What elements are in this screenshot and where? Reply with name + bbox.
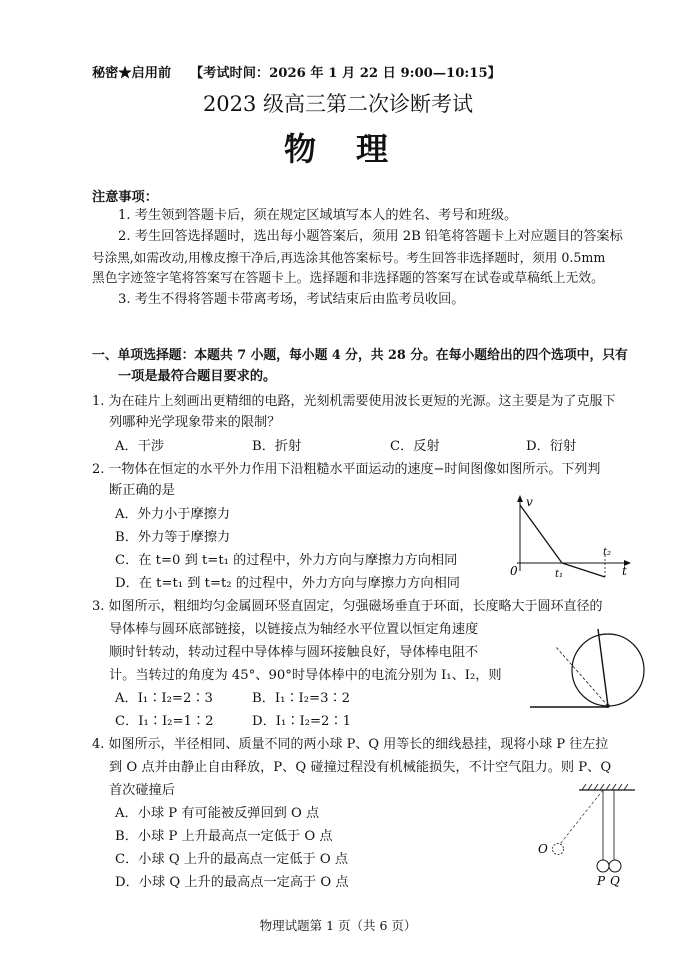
q2-option-d: D．在 t=t₁ 到 t=t₂ 的过程中，外力方向与摩擦力方向相同 [115,576,460,591]
notice-line-2: 2. 考生回答选择题时，选出每小题答案后，须用 2B 铅笔将答题卡上对应题目的答案标 [118,229,623,244]
q1-stem-1: 1. 为在硅片上刻画出更精细的电路，光刻机需要使用波长更短的光源。这主要是为了克服下 [92,394,616,409]
q2-option-c: C．在 t=0 到 t=t₁ 的过程中，外力方向与摩擦力方向相同 [115,553,458,568]
q3-stem-4: 计。当转过的角度为 45°、90°时导体棒中的电流分别为 I₁、I₂，则 [109,668,502,683]
q1-option-a: A．干涉 [115,439,165,454]
p-label: P [597,874,606,888]
subject-title: 物 理 [283,130,392,168]
string-o [560,790,603,844]
v-axis-arrow [517,495,523,502]
q4-option-c: C．小球 Q 上升的最高点一定低于 O 点 [115,852,349,867]
ball-q [609,860,621,872]
q1-option-c: C．反射 [390,439,440,454]
notice-line-1: 1. 考生领到答题卡后，须在规定区域填写本人的姓名、考号和班级。 [118,208,518,223]
q4-stem-1: 4. 如图所示，半径相同、质量不同的两小球 P、Q 用等长的细线悬挂，现将小球 P 往左拉 [92,737,609,752]
conductor-rod [598,629,608,706]
q1-stem-2: 列哪种光学现象带来的限制？ [109,415,281,430]
secret-label: 秘密★启用前 [92,66,172,81]
q-label: Q [610,874,620,888]
q2-stem-2: 断正确的是 [109,483,175,498]
rod-45 [556,647,608,706]
q2-stem-1: 2. 一物体在恒定的水平外力作用下沿粗糙水平面运动的速度−时间图像如图所示。下列判 [92,462,601,477]
q3-stem-1: 3. 如图所示，粗细均匀金属圆环竖直固定，匀强磁场垂直于环面，长度略大于圆环直径的 [92,599,603,614]
exam-title: 2023 级高三第二次诊断考试 [202,92,474,116]
q3-option-b: B．I₁∶I₂=3∶2 [252,691,351,706]
section-heading-2: 一项是最符合题目要求的。 [118,369,277,384]
metal-ring [572,634,644,706]
notice-line-4: 黑色字迹签字笔将答案写在答题卡上。选择题和非选择题的答案写在试卷或草稿纸上无效。 [92,271,604,286]
pivot-point [606,704,610,708]
notice-line-5: 3. 考生不得将答题卡带离考场，考试结束后由监考员收回。 [118,292,465,307]
q3-stem-2: 导体棒与圆环底部链接，以链接点为轴经水平位置以恒定角速度 [109,622,479,637]
t2-label: t₂ [603,547,612,558]
ceiling-hatch [582,784,628,790]
ball-p [597,860,609,872]
graph-segment-2 [562,563,605,577]
t-label: t [622,564,627,578]
section-heading: 一、单项选择题：本题共 7 小题，每小题 4 分，共 28 分。在每小题给出的四个选项中，只有 [92,348,628,363]
q3-stem-3: 顺时针转动，转动过程中导体棒与圆环接触良好，导体棒电阻不 [109,645,479,660]
q3-option-c: C．I₁∶I₂=1∶2 [115,714,214,729]
q4-option-b: B．小球 P 上升最高点一定低于 O 点 [115,829,333,844]
notice-heading: 注意事项： [92,190,158,205]
q1-option-d: D．衍射 [526,439,577,454]
notice-line-3: 号涂黑,如需改动,用橡皮擦干净后,再选涂其他答案标号。考生回答非选择题时，须用 0.5mm [92,250,606,265]
q3-option-d: D．I₁∶I₂=2∶1 [252,714,351,729]
q3-option-a: A．I₁∶I₂=2∶3 [115,691,213,706]
page-footer: 物理试题第 1 页（共 6 页） [259,918,417,933]
q2-option-b: B．外力等于摩擦力 [115,530,231,545]
q4-option-d: D．小球 Q 上升的最高点一定高于 O 点 [115,875,349,890]
q4-stem-2: 到 O 点并由静止自由释放，P、Q 碰撞过程没有机械能损失，不计空气阻力。则 P、Q [109,760,612,775]
q1-option-b: B．折射 [252,439,302,454]
o-label: O [538,842,548,856]
graph-segment-1 [520,505,562,563]
q2-option-a: A．外力小于摩擦力 [115,507,231,522]
ring-figure [528,625,638,715]
q4-option-a: A．小球 P 有可能被反弹回到 O 点 [115,806,320,821]
q4-stem-3: 首次碰撞后 [109,783,175,798]
exam-time: 【考试时间：2026 年 1 月 22 日 9:00—10:15】 [190,66,501,81]
vt-graph [505,493,635,583]
v-label: v [526,495,533,509]
t1-label: t₁ [555,569,564,580]
ball-o-position [553,844,564,855]
origin-label: 0 [510,564,518,578]
pendulum-figure [532,784,642,890]
